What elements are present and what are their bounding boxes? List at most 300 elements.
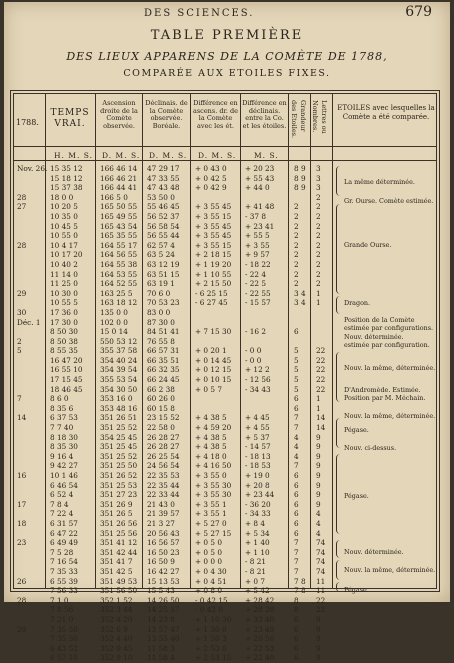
cell-asc: 353 48 16 [100,403,138,413]
cell-time: 10 40 2 [50,259,78,269]
table-row [14,471,438,481]
cell-dec: 21 39 57 [147,509,180,519]
cell-time: 7 5 28 [50,547,74,557]
cell-mag: 7 8 [294,586,306,596]
table-frame [10,90,440,663]
cell-ref: 1 [316,288,321,298]
cell-da: + 2 53 15 [195,653,232,663]
cell-da: + 0 42 9 [195,183,227,193]
cell-date: 16 [17,471,27,480]
cell-time: 17 36 0 [50,307,78,317]
table-row [14,615,438,625]
cell-date: 28 [17,192,27,202]
cell-asc: 352 6 9 [100,624,128,634]
cell-time: 7 8 56 [50,605,74,615]
cell-da: + 1 50 3 [195,634,227,644]
cell-time: 18 0 0 [50,192,74,202]
cell-mag: 2 [294,259,299,269]
cell-date: 14 [17,413,27,423]
cell-date: 7 [17,394,22,404]
running-head-title: DES SCIENCES. [144,8,255,19]
table-title: TABLE PREMIÈRE [150,28,304,43]
cell-da: + 1 10 55 [195,269,232,279]
cell-asc: 351 25 45 [100,442,138,452]
cell-dd: + 1 10 [245,547,270,557]
cell-mag: 3 4 [294,288,306,298]
cell-dd: - 15 57 [245,298,271,308]
cell-time: 8 6 0 [50,394,69,404]
cell-time: 16 47 20 [50,355,83,365]
note: Pégase. [344,426,369,434]
cell-time: 10 30 0 [50,288,78,298]
cell-da: + 1 19 20 [195,259,232,269]
cell-mag: 6 [294,499,299,509]
note: Pégase. [344,492,369,500]
table-row [14,481,438,491]
cell-dec: 23 15 52 [147,413,180,423]
cell-asc: 166 46 21 [100,173,138,183]
cell-dec: 66 24 45 [147,375,180,385]
cell-dec: 47 29 17 [147,164,180,173]
cell-time: 18 46 45 [50,384,83,394]
cell-time: 8 35 30 [50,442,78,452]
cell-mag: 6 [294,471,299,480]
cell-dec: 66 35 51 [147,355,180,365]
cell-mag: 6 [294,624,299,634]
cell-dd: + 55 5 [245,231,270,241]
note: Grande Ourse. [344,241,392,249]
cell-ref: 9 [316,451,321,461]
cell-dec: 21 43 0 [147,499,175,509]
cell-dec: 26 28 27 [147,442,180,452]
brace [336,582,342,592]
cell-dd: - 0 0 [245,355,262,365]
cell-asc: 351 25 52 [100,451,138,461]
table-row [14,653,438,663]
cell-dd: - 18 53 [245,461,271,471]
table-subtitle-2: COMPARÉE AUX ETOILES FIXES. [123,68,331,79]
cell-dd: - 22 5 [245,279,267,289]
note: Dragon. [344,299,371,307]
cell-asc: 351 42 5 [100,566,133,576]
table-row [14,212,438,222]
cell-dec: 13 57 47 [147,624,180,634]
cell-dec: 14 25 57 [147,605,180,615]
cell-mag: 8 9 [294,164,306,173]
cell-ref: 74 [316,547,326,557]
cell-da: + 2 15 50 [195,279,232,289]
brace [336,418,342,448]
cell-dd: - 37 8 [245,211,267,221]
cell-dec: 76 55 8 [147,336,175,346]
cell-time: 10 35 0 [50,211,78,221]
cell-time: 7 7 40 [50,423,74,433]
cell-mag: 4 [294,442,299,452]
cell-mag: 4 [294,432,299,442]
note: Gr. Ourse. Comète estimée. [344,197,434,205]
cell-dd: - 18 22 [245,259,271,269]
cell-ref: 2 [316,231,321,241]
cell-ref: 2 [316,269,321,279]
table-row [14,490,438,500]
cell-time: 7 16 54 [50,557,78,567]
cell-da: + 3 55 45 [195,221,232,231]
cell-da: + 4 38 5 [195,442,227,452]
table-subtitle: DES LIEUX APPARENS DE LA COMÈTE DE 1788, [66,50,388,63]
table-row [14,222,438,232]
cell-da: + 0 4 30 [195,566,227,576]
cell-dd: - 14 57 [245,442,271,452]
cell-da: + 0 43 0 [195,164,227,173]
cell-dd: + 20 8 [245,480,270,490]
header-stars: ETOILES avec lesquelles la Comète a été comparée. [337,104,435,121]
cell-ref: 9 [316,471,321,480]
brace [336,560,342,580]
cell-da: + 0 42 5 [195,173,227,183]
cell-mag: 5 [294,355,299,365]
cell-ref: 4 [316,528,321,538]
cell-dec: 84 51 41 [147,327,180,337]
cell-da: + 4 38 5 [195,432,227,442]
cell-time: 6 49 49 [50,538,78,548]
table-row [14,164,438,174]
cell-dec: 16 56 57 [147,538,180,548]
cell-da: + 2 18 15 [195,250,232,260]
cell-ref: 22 [316,605,326,615]
cell-ref: 2 [316,250,321,260]
cell-ref: 9 [316,490,321,500]
cell-asc: 351 41 12 [100,538,138,548]
cell-dd: + 55 43 [245,173,275,183]
cell-mag: 6 [294,614,299,624]
cell-dd: + 44 0 [245,183,270,193]
cell-time: 8 50 38 [50,336,78,346]
cell-da: + 1 30 0 [195,624,227,634]
cell-mag: 2 [294,279,299,289]
cell-asc: 351 26 5 [100,509,133,519]
table-row [14,423,438,433]
cell-dec: 13 55 40 [147,634,180,644]
book-page [4,2,450,663]
cell-dd: - 12 56 [245,375,271,385]
table-row [14,270,438,280]
cell-da: + 0 20 1 [195,346,227,356]
header-declination: Déclinais. de la Comète observée. Boréale. [145,99,188,130]
cell-ref: 9 [316,442,321,452]
cell-da: + 0 12 15 [195,365,232,375]
cell-da: + 5 27 0 [195,518,227,528]
cell-date: 18 [17,518,27,528]
cell-date: 30 [17,307,27,317]
cell-mag: 2 [294,269,299,279]
note: D'Andromède. Estimée. [344,386,421,394]
cell-time: 7 35 50 [50,634,78,644]
cell-time: 15 35 12 [50,164,83,173]
cell-asc: 354 30 50 [100,384,138,394]
cell-dec: 22 58 0 [147,423,175,433]
cell-ref: 2 [316,202,321,212]
cell-da: + 0 8 0 [195,586,222,596]
cell-dec: 66 32 35 [147,365,180,375]
cell-dd: - 22 55 [245,288,271,298]
table-row [14,625,438,635]
cell-asc: 165 50 55 [100,202,138,212]
cell-ref: 11 [316,586,326,596]
cell-ref: 22 [316,346,326,356]
cell-time: 15 18 12 [50,173,83,183]
table-row [14,644,438,654]
cell-asc: 164 55 17 [100,240,138,250]
cell-ref: 4 [316,518,321,528]
cell-dd: + 4 55 [245,423,270,433]
cell-ref: 14 [316,423,326,433]
note: Nouv. déterminée. [344,333,404,341]
cell-asc: 166 5 0 [100,192,128,202]
cell-dd: + 0 7 [245,576,266,586]
cell-time: 10 1 46 [50,471,78,480]
cell-date: 28 [17,240,27,250]
cell-dd: - 8 21 [245,566,267,576]
cell-mag: 7 [294,423,299,433]
cell-time: 9 42 27 [50,461,78,471]
cell-da: + 4 18 0 [195,451,227,461]
brace [336,454,342,534]
cell-ref: 9 [316,653,321,663]
cell-da: + 4 38 5 [195,413,227,423]
cell-da: + 3 55 1 [195,499,227,509]
cell-dec: 26 25 54 [147,451,180,461]
cell-dd: - 8 21 [245,557,267,567]
cell-mag: 4 [294,451,299,461]
table-row [14,375,438,385]
cell-time: 11 14 0 [50,269,78,279]
cell-asc: 352 3 44 [100,605,133,615]
cell-dec: 22 33 44 [147,490,180,500]
table-row [14,519,438,529]
cell-asc: 164 52 55 [100,279,138,289]
data-table [13,93,437,663]
table-row [14,538,438,548]
cell-ref: 9 [316,480,321,490]
cell-da: + 3 55 30 [195,490,232,500]
cell-asc: 164 53 55 [100,269,138,279]
cell-da: + 0 14 45 [195,355,232,365]
cell-time: 10 4 17 [50,240,78,250]
cell-asc: 352 9 10 [100,653,133,663]
cell-time: 7 21 0 [50,614,74,624]
units-diff-dec: M. S. [254,151,279,160]
cell-ref: 2 [316,192,321,202]
table-row [14,231,438,241]
cell-date: 17 [17,499,27,509]
table-row [14,452,438,462]
cell-time: 8 18 30 [50,432,78,442]
cell-dec: 63 51 15 [147,269,180,279]
cell-dec: 70 53 23 [147,298,180,308]
cell-date: Déc. 1 [17,317,41,327]
cell-ref: 22 [316,365,326,375]
cell-time: 6 55 39 [50,576,78,586]
cell-mag: 2 [294,202,299,212]
cell-date: Nov. 26. [17,164,48,173]
cell-time: 17 30 0 [50,317,78,327]
cell-ref: 9 [316,461,321,471]
cell-dec: 66 2 38 [147,384,175,394]
cell-dec: 66 57 31 [147,346,180,356]
cell-asc: 102 0 0 [100,317,128,327]
cell-da: + 4 59 20 [195,423,232,433]
cell-dec: 15 13 53 [147,576,180,586]
cell-ref: 14 [316,413,326,423]
cell-dd: + 41 48 [245,202,275,212]
cell-dec: 26 28 27 [147,432,180,442]
cell-asc: 352 4 40 [100,634,133,644]
cell-dec: 22 35 44 [147,480,180,490]
cell-da: + 5 27 15 [195,528,232,538]
cell-asc: 351 25 56 [100,528,138,538]
cell-dec: 21 3 27 [147,518,175,528]
cell-asc: 164 56 55 [100,250,138,260]
note: estimée par configurations. [344,324,434,332]
cell-dec: 56 52 37 [147,211,180,221]
cell-asc: 351 27 23 [100,490,138,500]
note: La même déterminée. [344,178,415,186]
cell-asc: 351 26 51 [100,413,138,423]
cell-dd: + 12 2 [245,365,270,375]
cell-asc: 15 0 14 [100,327,128,337]
cell-time: 10 55 5 [50,298,78,308]
cell-dec: 70 6 0 [147,288,171,298]
cell-dd: + 4 45 [245,413,270,423]
cell-dd: + 22 53 [245,643,275,653]
cell-ref: 11 [316,576,326,586]
cell-mag: 6 [294,394,299,404]
cell-time: 6 57 10 [50,653,78,663]
cell-asc: 163 25 5 [100,288,133,298]
cell-dec: 16 50 23 [147,547,180,557]
cell-da: + 0 5 7 [195,384,222,394]
cell-asc: 351 25 52 [100,423,138,433]
cell-mag: 6 [294,509,299,519]
cell-mag: 2 [294,221,299,231]
cell-dd: + 5 34 [245,528,270,538]
cell-mag: 6 [294,480,299,490]
cell-ref: 4 [316,509,321,519]
cell-dec: 60 26 0 [147,394,175,404]
cell-da: + 0 10 15 [195,375,232,385]
cell-date: 29 [17,288,27,298]
cell-date: 5 [17,346,22,356]
cell-asc: 352 9 45 [100,643,133,653]
cell-mag: 8 9 [294,173,306,183]
cell-time: 7 56 33 [50,586,78,596]
cell-time: 6 52 4 [50,490,74,500]
cell-mag: 6 [294,403,299,413]
cell-asc: 354 25 45 [100,432,138,442]
cell-asc: 351 49 53 [100,576,138,586]
cell-dec: 22 35 53 [147,471,180,480]
cell-dec: 14 23 8 [147,614,175,624]
cell-dd: + 8 4 [245,518,266,528]
cell-mag: 2 [294,240,299,250]
cell-dd: + 28 42 [245,595,275,605]
cell-time: 7 8 4 [50,499,69,509]
cell-ref: 9 [316,634,321,644]
cell-mag: 6 [294,643,299,653]
brace [336,352,342,402]
cell-mag: 8 9 [294,183,306,193]
cell-dd: + 22 40 [245,653,275,663]
header-ascension: Ascension droite de la Comète observée. [100,99,138,130]
cell-time: 10 45 5 [50,221,78,231]
brace [336,204,342,294]
cell-dec: 56 58 54 [147,221,180,231]
cell-ref: 74 [316,566,326,576]
cell-time: 8 55 35 [50,346,78,356]
cell-ref: 22 [316,355,326,365]
cell-asc: 352 4 20 [100,614,133,624]
cell-ref: 3 [316,164,321,173]
cell-date: 28 [17,595,27,605]
note: Nouv. la même, déterminée. [344,412,436,420]
cell-ref: 74 [316,538,326,548]
header-diff-declination: Différence en déclinais. entre la Co. et les étoiles. [242,99,287,130]
cell-mag: 6 [294,518,299,528]
cell-da: + 3 55 45 [195,202,232,212]
cell-time: 16 55 10 [50,365,83,375]
cell-da: - 6 27 45 [195,298,228,308]
cell-dec: 53 50 0 [147,192,175,202]
header-diff-ascension: Différence en ascens. dr. de la Comète avec les ét. [192,99,239,130]
cell-dec: 56 55 44 [147,231,180,241]
cell-asc: 352 1 52 [100,595,133,605]
cell-dd: - 0 0 [245,346,262,356]
header-magnitude: Grandeur des Etoiles. [290,100,307,139]
cell-mag: 6 [294,634,299,644]
cell-ref: 2 [316,240,321,250]
header-time: TEMPS VRAI. [50,108,90,129]
cell-ref: 1 [316,298,321,308]
cell-asc: 135 0 0 [100,307,128,317]
cell-asc: 355 53 54 [100,375,138,385]
cell-mag: 7 [294,547,299,557]
cell-asc: 164 55 38 [100,259,138,269]
cell-mag: 2 [294,211,299,221]
note: Nouv. la même, déterminée. [344,566,436,574]
cell-dd: + 23 49 [245,624,275,634]
cell-da: - 0 42 0 [195,605,223,615]
table-row [14,289,438,299]
cell-time: 7 35 33 [50,566,78,576]
cell-dec: 63 19 1 [147,279,175,289]
cell-time: 6 43 52 [50,643,78,653]
cell-mag: 6 [294,528,299,538]
cell-da: + 1 10 30 [195,614,232,624]
cell-da: + 3 55 15 [195,240,232,250]
cell-asc: 166 44 41 [100,183,138,193]
cell-dd: - 36 20 [245,499,271,509]
cell-ref: 2 [316,221,321,231]
cell-ref: 2 [316,211,321,221]
cell-mag: 6 [294,653,299,663]
cell-dec: 83 0 0 [147,307,171,317]
table-row [14,596,438,606]
cell-time: 7 1 0 [50,595,69,605]
cell-time: 17 15 45 [50,375,83,385]
cell-da: + 3 55 45 [195,231,232,241]
cell-dd: - 18 13 [245,451,271,461]
cell-asc: 351 26 9 [100,499,133,509]
